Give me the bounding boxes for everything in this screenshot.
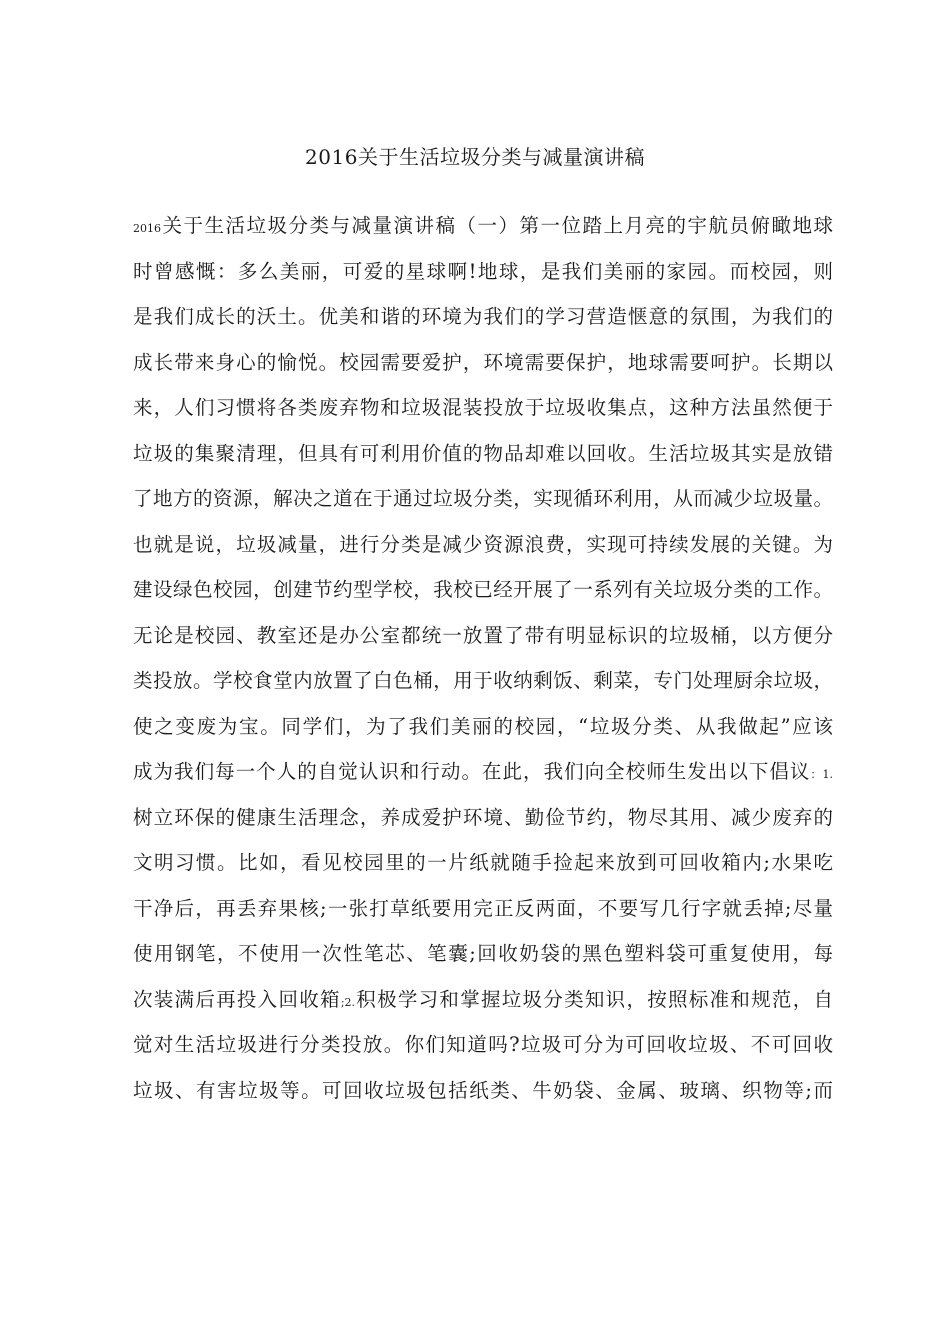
paragraph-line: [133, 294, 833, 340]
line-text: 来，人们习惯将各类废弃物和垃圾混装投放于垃圾收集点，这种方法虽然便于: [133, 396, 833, 419]
paragraph-line: [133, 431, 833, 477]
line-text: 成长带来身心的愉悦。校园需要爱护，环境需要保护，地球需要呵护。长期以: [133, 350, 833, 374]
paragraph-line: [133, 749, 833, 795]
line-text: 了地方的资源，解决之道在于通过垃圾分类，实现循环利用，从而减少垃圾量。: [133, 487, 833, 510]
paragraph-line: [133, 1068, 833, 1114]
inline-small-text: ;2.: [340, 995, 356, 1009]
line-text: 无论是校园、教室还是办公室都统一放置了带有明显标识的垃圾桶，以方便分: [133, 623, 833, 647]
line-text: 时曾感慨：多么美丽，可爱的星球啊!地球，是我们美丽的家园。而校园，则: [133, 259, 833, 283]
line-text: 使之变废为宝。同学们，为了我们美丽的校园，“垃圾分类、从我做起”应该: [133, 714, 833, 738]
paragraph-line: [133, 658, 833, 704]
paragraph-line: [133, 886, 833, 932]
line-text: 类投放。学校食堂内放置了白色桶，用于收纳剩饭、剩菜，专门处理厨余垃圾，: [133, 669, 833, 692]
paragraph-line: [133, 385, 833, 431]
paragraph-line: [133, 931, 833, 977]
paragraph-line: [133, 704, 833, 750]
line-text: 树立环保的健康生活理念，养成爱护环境、勤俭节约，物尽其用、减少废弃的: [133, 805, 833, 829]
inline-small-text: 2016: [133, 222, 161, 235]
line-text: 也就是说，垃圾减量，进行分类是减少资源浪费，实现可持续发展的关键。为: [133, 532, 833, 556]
line-text: 是我们成长的沃土。优美和谐的环境为我们的学习营造惬意的氛围，为我们的: [133, 305, 833, 328]
paragraph-line: [133, 249, 833, 295]
paragraph-line: [133, 977, 833, 1023]
line-text: 觉对生活垃圾进行分类投放。你们知道吗?垃圾可分为可回收垃圾、不可回收: [133, 1033, 833, 1056]
line-text: 建设绿色校园，创建节约型学校，我校已经开展了一系列有关垃圾分类的工作。: [133, 578, 833, 601]
paragraph-line: [133, 522, 833, 568]
line-text: 垃圾的集聚清理，但具有可利用价值的物品却难以回收。生活垃圾其实是放错: [133, 441, 833, 465]
paragraph-line: [133, 203, 833, 249]
line-text: 垃圾、有害垃圾等。可回收垃圾包括纸类、牛奶袋、金属、玻璃、织物等;而: [133, 1078, 833, 1102]
line-text: 次装满后再投入回收箱: [133, 987, 341, 1011]
document-body: [133, 203, 833, 1113]
paragraph-line: [133, 567, 833, 613]
line-text: 成为我们每一个人的自觉认识和行动。在此，我们向全校师生发出以下倡议: [133, 760, 811, 783]
paragraph-line: [133, 476, 833, 522]
line-text: 干净后，再丢弃果核;一张打草纸要用完正反两面，不要写几行字就丢掉;尽量: [133, 896, 833, 920]
paragraph-line: [133, 613, 833, 659]
line-text: 关于生活垃圾分类与减量演讲稿（一）第一位踏上月亮的宇航员俯瞰地球: [161, 214, 833, 237]
line-text: 积极学习和掌握垃圾分类知识，按照标准和规范，自: [355, 987, 833, 1011]
paragraph-line: [133, 840, 833, 886]
line-text: 文明习惯。比如，看见校园里的一片纸就随手捡起来放到可回收箱内;水果吃: [133, 851, 833, 874]
paragraph-line: [133, 795, 833, 841]
paragraph-line: [133, 1022, 833, 1068]
document-title: 2016关于生活垃圾分类与减量演讲稿: [305, 145, 645, 169]
paragraph-line: [133, 340, 833, 386]
line-text: 使用钢笔，不使用一次性笔芯、笔囊;回收奶袋的黑色塑料袋可重复使用，每: [133, 942, 833, 965]
inline-small-text: ：1.: [810, 768, 833, 781]
